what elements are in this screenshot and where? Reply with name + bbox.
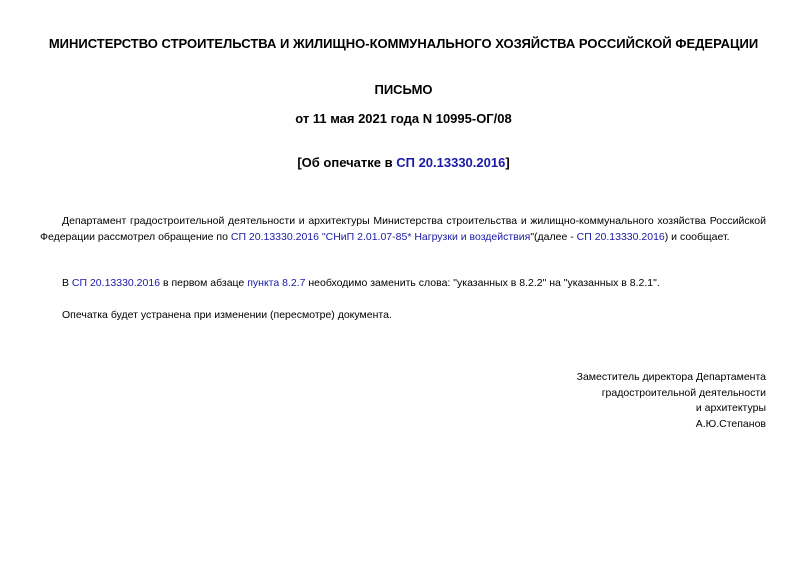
title-prefix: [Об опечатке в bbox=[297, 155, 397, 170]
document-title bbox=[40, 155, 767, 171]
title-standard-link[interactable]: СП 20.13330.2016 bbox=[396, 155, 506, 170]
paragraph-fix-note bbox=[40, 308, 766, 324]
para1-text-2: "(далее - bbox=[530, 230, 577, 243]
document-type: ПИСЬМО bbox=[374, 82, 433, 97]
para2-standard-link[interactable]: СП 20.13330.2016 bbox=[71, 277, 161, 289]
signature-name: А.Ю.Степанов bbox=[695, 417, 766, 430]
para1-standard-full-link[interactable]: СП 20.13330.2016 "СНиП 2.01.07-85* Нагрузки и воздействия bbox=[230, 230, 531, 243]
para1-standard-short-link[interactable]: СП 20.13330.2016 bbox=[576, 230, 665, 243]
signature-position-line-3: и архитектуры bbox=[695, 402, 766, 414]
signature-position-line-1: Заместитель директора Департамента bbox=[576, 371, 766, 383]
ministry-heading: МИНИСТЕРСТВО СТРОИТЕЛЬСТВА И ЖИЛИЩНО-КОММУНАЛЬНОГО ХОЗЯЙСТВА РОССИЙСКОЙ ФЕДЕРАЦИИ bbox=[48, 36, 759, 51]
para1-text-3: ) и сообщает. bbox=[664, 230, 730, 243]
para2-text-2: в первом абзаце bbox=[160, 277, 248, 289]
document-date-number: от 11 мая 2021 года N 10995-ОГ/08 bbox=[295, 111, 512, 126]
paragraph-appeal bbox=[40, 214, 766, 245]
title-suffix: ] bbox=[505, 155, 510, 170]
signature-block bbox=[577, 370, 766, 432]
para1-text-1: Департамент градостроительной деятельности и архитектуры Министерства строительства и жилищно-коммунального хозяйства Российской Федерации рассмотрел обращение по bbox=[40, 215, 766, 243]
para2-clause-link[interactable]: пункта 8.2.7 bbox=[247, 277, 306, 289]
signature-position-line-2: градостроительной деятельности bbox=[601, 386, 766, 399]
para3-text: Опечатка будет устранена при изменении (пересмотре) документа. bbox=[62, 309, 392, 321]
para2-text-3: необходимо заменить слова: "указанных в 8.2.2" на "указанных в 8.2.1". bbox=[305, 277, 660, 289]
para2-text-1: В bbox=[62, 277, 72, 289]
paragraph-correction bbox=[40, 276, 766, 292]
